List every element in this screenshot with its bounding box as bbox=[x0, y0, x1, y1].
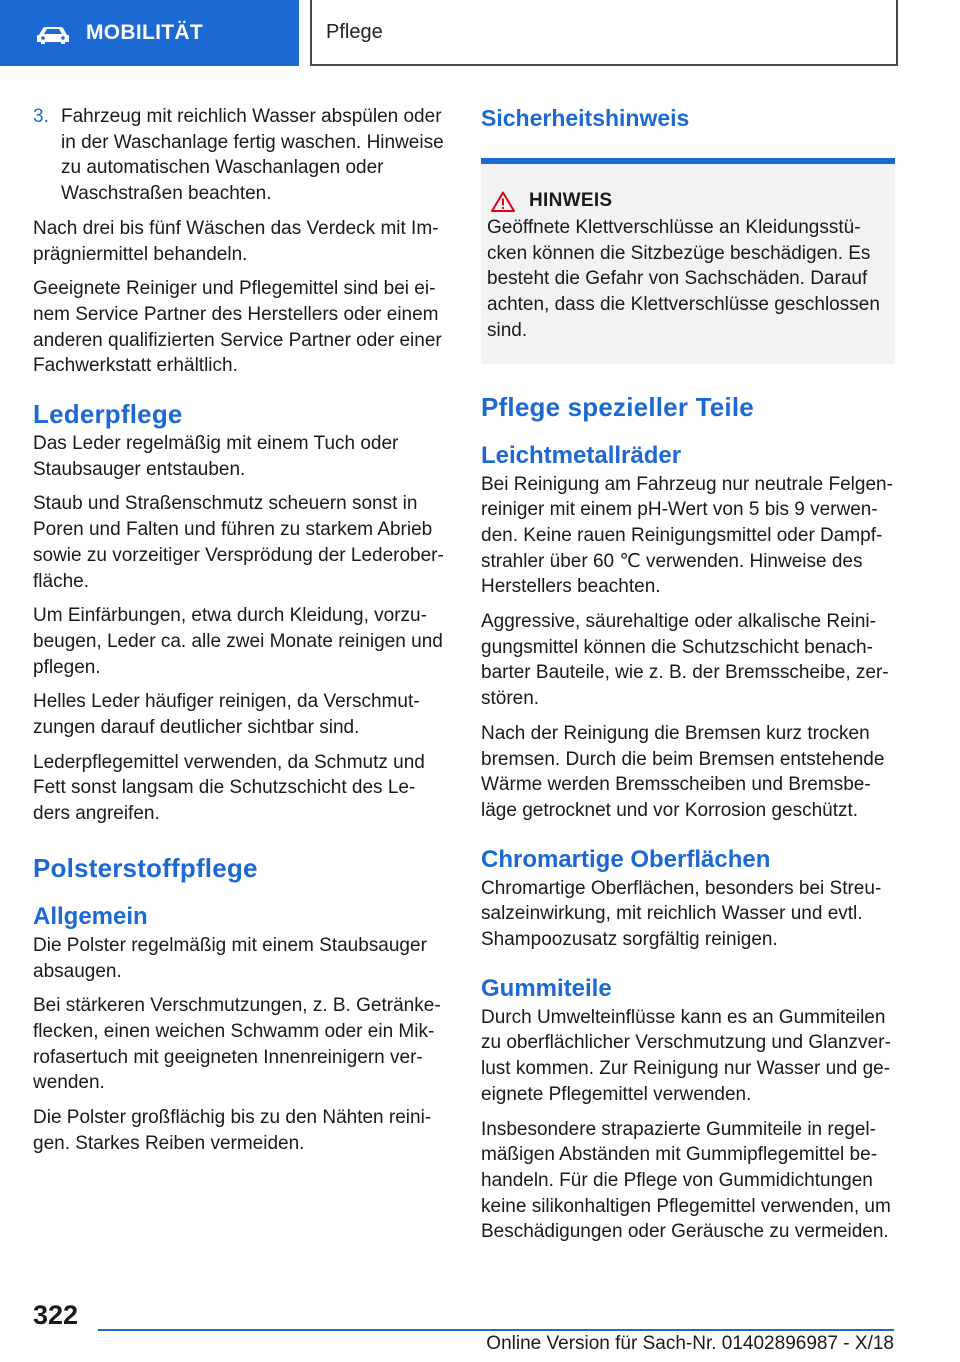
online-version-note: Online Version für Sach-Nr. 01402896987 - X/18 bbox=[486, 1333, 894, 1354]
chapter-title: Pflege bbox=[326, 21, 383, 43]
paragraph: Nach drei bis fünf Wäschen das Verdeck mit Imprägniermittel behandeln. bbox=[33, 217, 439, 265]
step-number: 3. bbox=[33, 106, 49, 127]
upholstery-heading: Polsterstoffpflege bbox=[33, 852, 258, 883]
paragraph: Bei stärkeren Verschmutzungen, z. B. Getränkeflecken, einen weichen Schwamm oder ein Mikrofasertuch mit geeigneten Innenreinigern verwenden. bbox=[33, 995, 441, 1094]
notice-title: HINWEIS bbox=[529, 190, 613, 211]
warning-triangle-icon bbox=[491, 191, 515, 212]
paragraph: Um Einfärbungen, etwa durch Kleidung, vorzubeugen, Leder ca. alle zwei Monate reinigen und pflegen. bbox=[33, 605, 443, 678]
paragraph: Chromartige Oberflächen, besonders bei Streusalzeinwirkung, mit reichlich Wasser und evtl. Shampoozusatz sorgfältig reinigen. bbox=[481, 877, 882, 951]
section-label: MOBILITÄT bbox=[86, 21, 204, 44]
paragraph: Insbesondere strapazierte Gummiteile in regelmäßigen Abständen mit Gummipflegemittel behandeln. Für die Pflege von Gummidichtungen keine silikonhaltigen Pflegemittel verwenden, um Beschädigungen oder Geräusche zu vermeiden. bbox=[481, 1118, 891, 1243]
notice-box bbox=[481, 164, 895, 364]
general-subheading: Allgemein bbox=[33, 902, 148, 930]
step-item bbox=[33, 104, 445, 207]
paragraph: Das Leder regelmäßig mit einem Tuch oder Staubsauger entstauben. bbox=[33, 433, 399, 480]
left-column bbox=[33, 104, 445, 1166]
paragraph: Lederpflegemittel verwenden, da Schmutz und Fett sonst langsam die Schutzschicht des Leders angreifen. bbox=[33, 751, 425, 825]
leather-heading: Lederpflege bbox=[33, 399, 183, 430]
chrome-subheading: Chromartige Oberflächen bbox=[481, 845, 771, 873]
paragraph: Aggressive, säurehaltige oder alkalische Reinigungsmittel können die Schutzschicht benachbarter Bauteile, wie z. B. der Bremsscheibe, zerstören. bbox=[481, 611, 889, 710]
notice-header bbox=[487, 190, 889, 212]
section-tab bbox=[0, 0, 299, 66]
special-heading: Pflege spezieller Teile bbox=[481, 391, 754, 422]
paragraph: Geeignete Reiniger und Pflegemittel sind bei einem Service Partner des Herstellers oder einem anderen qualifizierten Service Partner oder einer Fachwerkstatt erhältlich. bbox=[33, 278, 442, 377]
page-number: 322 bbox=[33, 1300, 79, 1330]
alloy-subheading: Leichtmetallräder bbox=[481, 441, 682, 469]
paragraph: Nach der Reinigung die Bremsen kurz trocken bremsen. Durch die beim Bremsen entstehende Wärme werden Bremsscheiben und Bremsbeläge getrocknet und vor Korrosion geschützt. bbox=[481, 722, 885, 821]
safety-heading: Sicherheitshinweis bbox=[481, 105, 690, 131]
paragraph: Helles Leder häufiger reinigen, da Verschmutzungen darauf deutlicher sichtbar sind. bbox=[33, 691, 420, 739]
step-text: Fahrzeug mit reichlich Wasser abspülen oder in der Waschanlage fertig waschen. Hinweise zu automatischen Waschanlagen oder Waschstraßen beachten. bbox=[61, 106, 444, 205]
paragraph: Die Polster regelmäßig mit einem Staubsauger absaugen. bbox=[33, 934, 427, 982]
paragraph: Durch Umwelteinflüsse kann es an Gummiteilen zu oberflächlicher Verschmutzung und Glanzverlust kommen. Zur Reinigung nur Wasser und geeignete Pflegemittel verwenden. bbox=[481, 1006, 891, 1105]
footer-rule bbox=[98, 1329, 894, 1331]
chapter-header bbox=[310, 0, 898, 66]
right-column bbox=[481, 104, 895, 1254]
paragraph: Die Polster großflächig bis zu den Nähten reinigen. Starkes Reiben vermeiden. bbox=[33, 1107, 432, 1154]
rubber-subheading: Gummiteile bbox=[481, 974, 612, 1002]
paragraph: Bei Reinigung am Fahrzeug nur neutrale Felgenreiniger mit einem pH-Wert von 5 bis 9 verwenden. Keine rauen Reinigungsmittel oder Dampfstrahler über 60 ℃ verwenden. Hinweise des Herstellers beachten. bbox=[481, 473, 893, 598]
car-icon bbox=[36, 26, 70, 44]
notice-text: Geöffnete Klettverschlüsse an Kleidungsstücken können die Sitzbezüge beschädigen. Es besteht die Gefahr von Sachschäden. Darauf achten, dass die Klettverschlüsse geschlossen sind. bbox=[487, 217, 880, 341]
paragraph: Staub und Straßenschmutz scheuern sonst in Poren und Falten und führen zu starkem Abrieb sowie zu vorzeitiger Versprödung der Lederoberfläche. bbox=[33, 493, 444, 592]
